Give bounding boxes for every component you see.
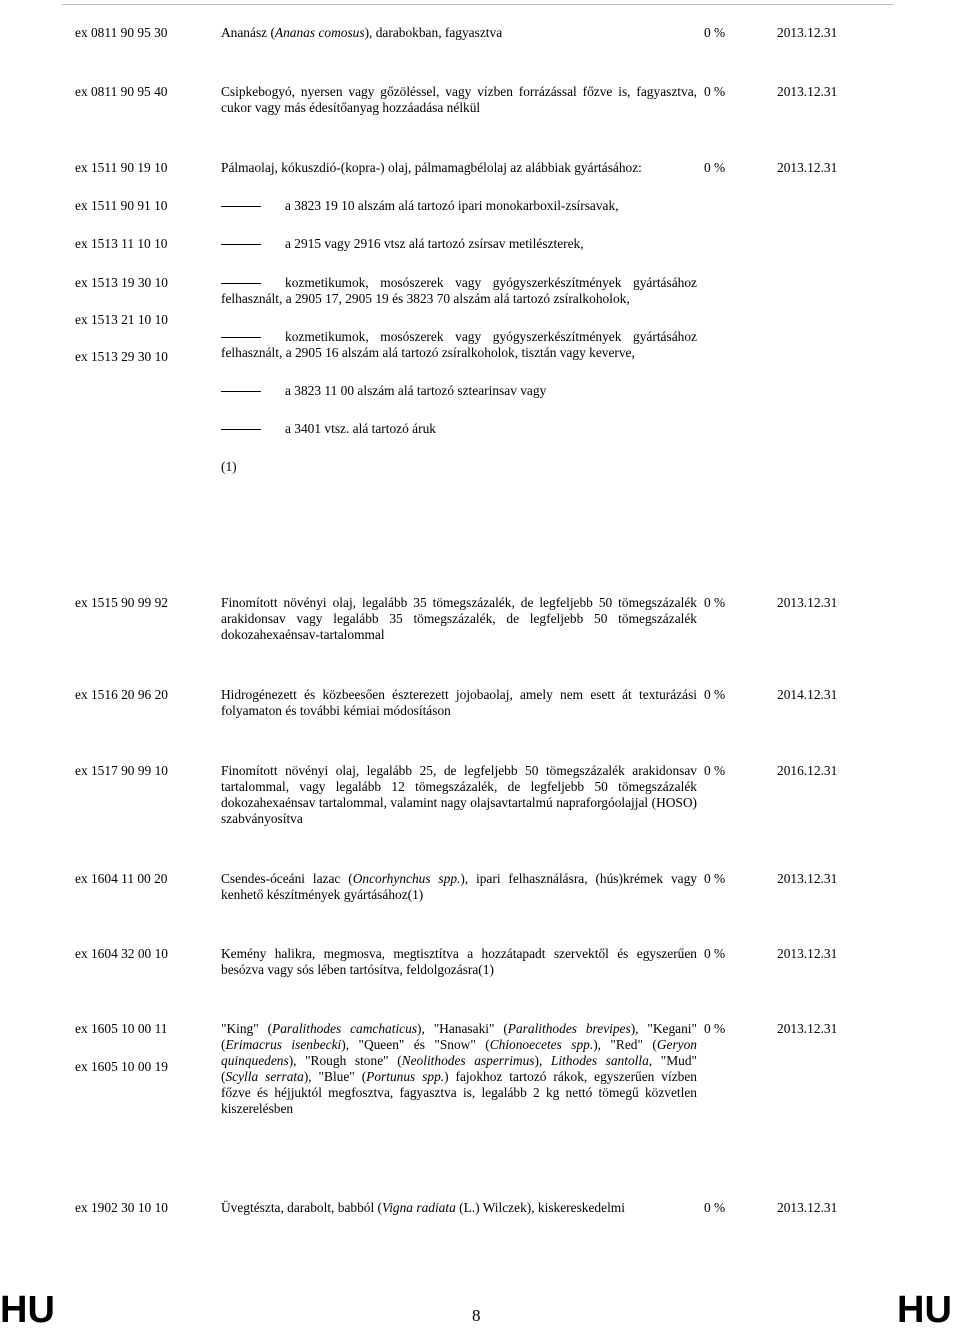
cn-code: ex 1513 11 10 10 (75, 236, 168, 251)
dash-marker (221, 244, 261, 245)
duty-rate: 0 % (704, 763, 726, 778)
duty-rate: 0 % (704, 946, 726, 961)
duty-rate: 0 % (704, 84, 726, 99)
description: Kemény halikra, megmosva, megtisztítva a hozzátapadt szervektől és egyszerűen besózva vagy sós lében tartósítva, feldolgozásra(1) (221, 946, 697, 977)
end-date: 2013.12.31 (777, 25, 838, 40)
cn-code: ex 1902 30 10 10 (75, 1200, 168, 1215)
end-date: 2013.12.31 (777, 946, 838, 961)
end-date: 2014.12.31 (777, 687, 838, 702)
description: Csendes-óceáni lazac (Oncorhynchus spp.), ipari felhasználásra, (hús)krémek vagy kenhető készítmények gyártásához(1) (221, 871, 697, 902)
cn-code: ex 1605 10 00 19 (75, 1059, 168, 1074)
sub-item: kozmetikumok, mosószerek vagy gyógyszerkészítmények gyártásához felhasznált, a 2905 16 alszám alá tartozó zsíralkoholok, tisztán vagy keverve, (221, 329, 697, 360)
top-rule (62, 4, 893, 5)
description: Finomított növényi olaj, legalább 25, de legfeljebb 50 tömegszázalék arakidonsav tartalommal, vagy legalább 12 tömegszázalék, de legfeljebb 50 tömegszázalék dokozahexaénsav tartalommal, valamint nagy olajsavtartalmú napraforgóolajjal (HOSO) szabványosítva (221, 763, 697, 826)
cn-code: ex 1517 90 99 10 (75, 763, 168, 778)
duty-rate: 0 % (704, 871, 726, 886)
sub-item: kozmetikumok, mosószerek vagy gyógyszerkészítmények gyártásához felhasznált, a 2905 17, 2905 19 és 3823 70 alszám alá tartozó zsíralkoholok, (221, 275, 697, 306)
cn-code: ex 1513 21 10 10 (75, 312, 168, 327)
cn-code: ex 1604 32 00 10 (75, 946, 168, 961)
language-code-left: HU (0, 1289, 55, 1331)
dash-marker (221, 206, 261, 207)
cn-code: ex 1511 90 19 10 (75, 160, 168, 175)
end-date: 2013.12.31 (777, 595, 838, 610)
cn-code: ex 0811 90 95 30 (75, 25, 168, 40)
language-code-right: HU (897, 1289, 952, 1331)
end-date: 2013.12.31 (777, 160, 838, 175)
duty-rate: 0 % (704, 595, 726, 610)
duty-rate: 0 % (704, 687, 726, 702)
end-date: 2013.12.31 (777, 1021, 838, 1036)
cn-code: ex 0811 90 95 40 (75, 84, 168, 99)
description: Finomított növényi olaj, legalább 35 tömegszázalék, de legfeljebb 50 tömegszázalék arakidonsav vagy legalább 35 tömegszázalék, de legfeljebb 50 tömegszázalék dokozahexaénsav-tartalommal (221, 595, 697, 642)
description: Ananász (Ananas comosus), darabokban, fagyasztva (221, 25, 503, 40)
end-date: 2013.12.31 (777, 1200, 838, 1215)
sub-item: a 3823 11 00 alszám alá tartozó sztearinsav vagy (285, 383, 547, 398)
cn-code: ex 1513 29 30 10 (75, 349, 168, 364)
description: "King" (Paralithodes camchaticus), "Hanasaki" (Paralithodes brevipes), "Kegani" (Erimacrus isenbecki), "Queen" és "Snow" (Chionoecetes spp.), "Red" (Geryon quinquedens), "Rough stone" (Neolithodes asperrimus), Lithodes santolla, "Mud" (Scylla serrata), "Blue" (Portunus spp.) fajokhoz tartozó rákok, egyszerűen vízben főzve és héjjuktól megfosztva, fagyasztva is, legalább 2 kg nettó tömegű közvetlen kiszerelésben (221, 1021, 697, 1116)
dash-marker (221, 429, 261, 430)
footnote-marker: (1) (221, 459, 237, 474)
cn-code: ex 1604 11 00 20 (75, 871, 168, 886)
page-number: 8 (472, 1306, 481, 1325)
sub-item: a 3401 vtsz. alá tartozó áruk (285, 421, 436, 436)
description: Csipkebogyó, nyersen vagy gőzöléssel, vagy vízben forrázással főzve is, fagyasztva, cukor vagy más édesítőanyag hozzáadása nélkül (221, 84, 697, 115)
cn-code: ex 1513 19 30 10 (75, 275, 168, 290)
duty-rate: 0 % (704, 160, 726, 175)
dash-marker (221, 391, 261, 392)
sub-item: a 3823 19 10 alszám alá tartozó ipari monokarboxil-zsírsavak, (285, 198, 619, 213)
cn-code: ex 1605 10 00 11 (75, 1021, 168, 1036)
cn-code: ex 1516 20 96 20 (75, 687, 168, 702)
description: Üvegtészta, darabolt, babból (Vigna radiata (L.) Wilczek), kiskereskedelmi (221, 1200, 625, 1215)
sub-item: a 2915 vagy 2916 vtsz alá tartozó zsírsav metilészterek, (285, 236, 584, 251)
end-date: 2013.12.31 (777, 84, 838, 99)
duty-rate: 0 % (704, 25, 726, 40)
cn-code: ex 1515 90 99 92 (75, 595, 168, 610)
description: Pálmaolaj, kókuszdió-(kopra-) olaj, pálmamagbélolaj az alábbiak gyártásához: (221, 160, 642, 175)
end-date: 2013.12.31 (777, 871, 838, 886)
end-date: 2016.12.31 (777, 763, 838, 778)
duty-rate: 0 % (704, 1021, 726, 1036)
description: Hidrogénezett és közbeesően észterezett jojobaolaj, amely nem esett át texturázási folyamaton és további kémiai módosításon (221, 687, 697, 718)
cn-code: ex 1511 90 91 10 (75, 198, 168, 213)
duty-rate: 0 % (704, 1200, 726, 1215)
